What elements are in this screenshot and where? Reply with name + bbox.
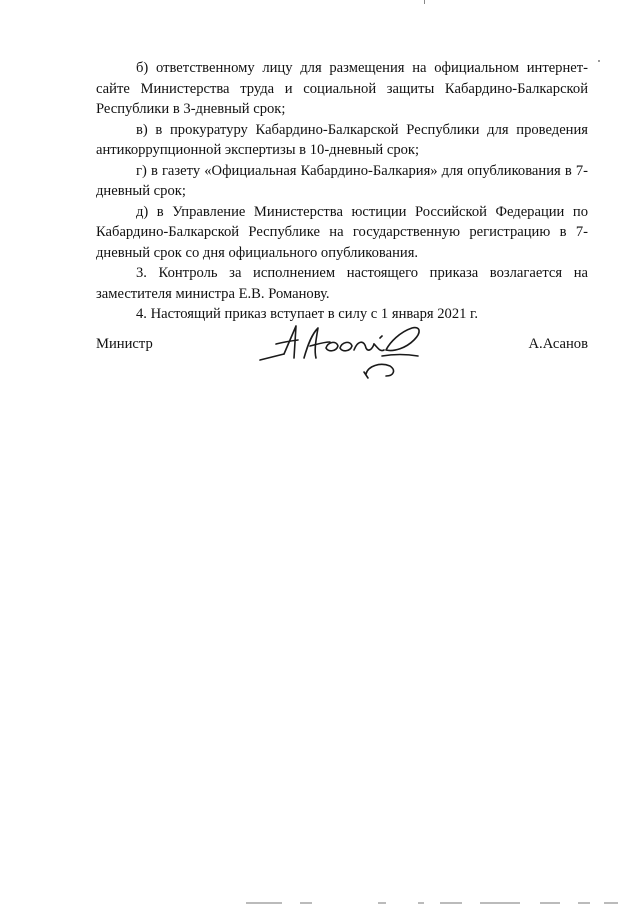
scan-mark (424, 0, 425, 4)
paragraph-b: б) ответственному лицу для размещения на официальном интернет-сайте Министерства труда и социальной защиты Кабардино-Балкарской Республики в 3-дневный срок; (96, 60, 588, 117)
paragraph-3: 3. Контроль за исполнением настоящего приказа возлагается на заместителя министра Е.В. Романову. (96, 265, 588, 302)
paragraph-v: в) в прокуратуру Кабардино-Балкарской Республики для проведения антикоррупционной экспертизы в 10-дневный срок; (96, 121, 588, 158)
paragraph-g: г) в газету «Официальная Кабардино-Балкария» для опубликования в 7-дневный срок; (96, 162, 588, 199)
paragraph-d: д) в Управление Министерства юстиции Российской Федерации по Кабардино-Балкарской Республике на государственную регистрацию в 7-дневный срок со дня официального опубликования. (96, 203, 588, 261)
scan-speck (598, 60, 600, 62)
signer-name: А.Асанов (528, 336, 588, 352)
signature-block (96, 322, 588, 392)
scan-edge-marks (0, 897, 640, 905)
signer-position: Министр (96, 336, 153, 352)
handwritten-signature (254, 318, 434, 390)
document-body (96, 58, 588, 325)
paragraph-4: 4. Настоящий приказ вступает в силу с 1 января 2021 г. (136, 306, 479, 322)
